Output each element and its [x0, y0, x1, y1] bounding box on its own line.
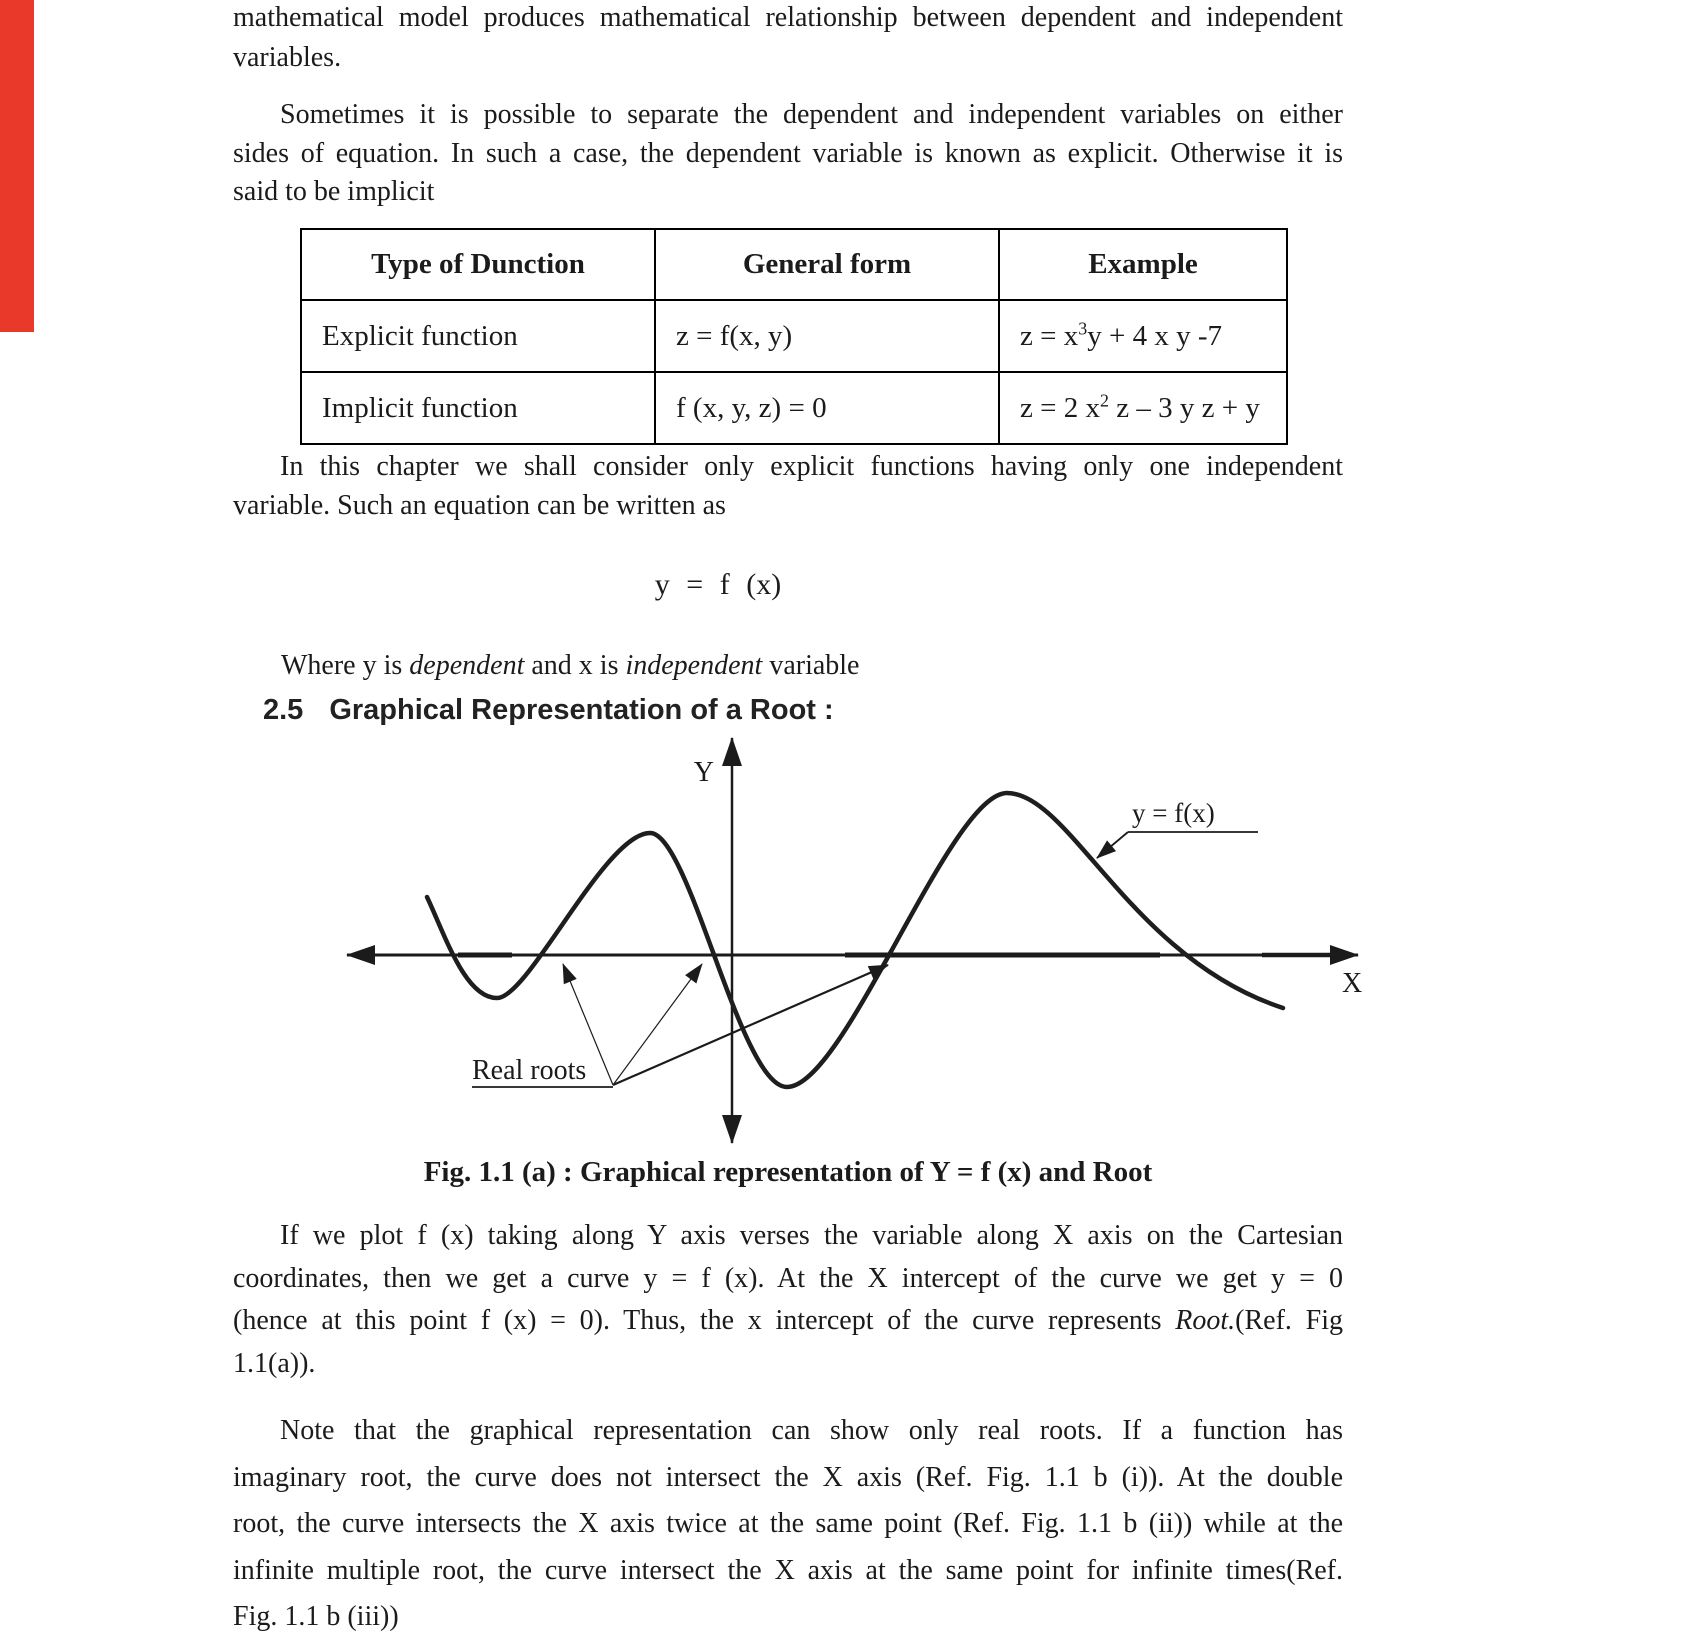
formula-text: z – 3 y z + y — [1108, 391, 1260, 424]
where-definition-line — [281, 650, 859, 682]
real-roots-label: Real roots — [472, 1055, 587, 1086]
paragraph-note-real-roots — [233, 1408, 1343, 1641]
equation-y-equals-fx: y = f (x) — [654, 568, 782, 601]
text-line: infinite multiple root, the curve intersect the X axis at the same point for infinite times(Ref. — [233, 1554, 1343, 1586]
text-line — [233, 1300, 1343, 1343]
text-line: If we plot f (x) taking along Y axis verses the variable along X axis on the Cartesian — [280, 1220, 1343, 1251]
section-number: 2.5 — [263, 694, 304, 726]
paragraph-chapter-scope — [233, 448, 1343, 525]
figure-root-graph — [300, 718, 1400, 1160]
text-line: In this chapter we shall consider only explicit functions having only one independent — [280, 451, 1343, 482]
col-header-type: Type of Dunction — [301, 229, 655, 300]
x-axis-label: X — [1342, 968, 1363, 999]
text-line: coordinates, then we get a curve y = f (x). At the X intercept of the curve we get y = 0 — [233, 1262, 1343, 1294]
formula-superscript: 2 — [1099, 389, 1109, 410]
text-segment: (Ref. Fig — [1235, 1305, 1343, 1336]
table-row — [301, 300, 1287, 372]
table-row — [301, 372, 1287, 444]
section-title: Graphical Representation of a Root : — [329, 694, 834, 726]
function-types-table — [300, 228, 1288, 445]
figure-caption: Fig. 1.1 (a) : Graphical representation of Y = f (x) and Root — [423, 1156, 1153, 1188]
text-line: 1.1(a)). — [233, 1347, 316, 1379]
text-line: sides of equation. In such a case, the dependent variable is known as explicit. Otherwise it is — [233, 137, 1343, 169]
formula-superscript: 3 — [1078, 317, 1088, 338]
text-segment: and x is — [524, 650, 626, 681]
function-curve — [427, 793, 1283, 1087]
col-header-general-form: General form — [655, 229, 999, 300]
paragraph-intro — [233, 0, 1343, 78]
text-line: mathematical model produces mathematical relationship between dependent and independent — [233, 2, 1343, 33]
col-header-example: Example — [999, 229, 1287, 300]
paragraph-explicit-implicit — [233, 96, 1343, 212]
formula-text: y + 4 x y -7 — [1087, 319, 1222, 352]
formula-text: z = 2 x — [1020, 391, 1100, 424]
text-line: Note that the graphical representation can show only real roots. If a function has — [280, 1415, 1343, 1446]
text-line: variables. — [233, 42, 342, 73]
text-segment: Where y is — [281, 650, 410, 681]
cell-form: z = f(x, y) — [655, 300, 999, 372]
text-line: variable. Such an equation can be written as — [233, 489, 726, 521]
text-line: root, the curve intersects the X axis twice at the same point (Ref. Fig. 1.1 b (ii)) while at the — [233, 1508, 1343, 1539]
text-line: Fig. 1.1 b (iii)) — [233, 1601, 399, 1632]
cell-type: Explicit function — [301, 300, 655, 372]
cell-example — [999, 300, 1287, 372]
italic-root: Root. — [1175, 1305, 1236, 1336]
text-segment: (hence at this point f (x) = 0). Thus, the x intercept of the curve represents — [233, 1305, 1176, 1336]
curve-label-leader-arrow — [1097, 832, 1128, 858]
text-segment: variable — [762, 650, 860, 681]
root-leader-arrow — [613, 964, 702, 1085]
formula-text: z = x — [1020, 319, 1079, 352]
cell-form: f (x, y, z) = 0 — [655, 372, 999, 444]
y-axis-label: Y — [693, 757, 714, 788]
text-line: imaginary root, the curve does not intersect the X axis (Ref. Fig. 1.1 b (i)). At the double — [233, 1461, 1343, 1493]
cell-example — [999, 372, 1287, 444]
italic-dependent: dependent — [409, 650, 525, 681]
text-line: Sometimes it is possible to separate the dependent and independent variables on either — [280, 99, 1343, 130]
curve-equation-label: y = f(x) — [1132, 798, 1215, 828]
left-margin-red-bar — [0, 0, 34, 332]
text-line: said to be implicit — [233, 176, 435, 207]
cell-type: Implicit function — [301, 372, 655, 444]
italic-independent: independent — [625, 650, 763, 681]
paragraph-plot-explanation — [233, 1215, 1343, 1385]
table-header-row — [301, 229, 1287, 300]
